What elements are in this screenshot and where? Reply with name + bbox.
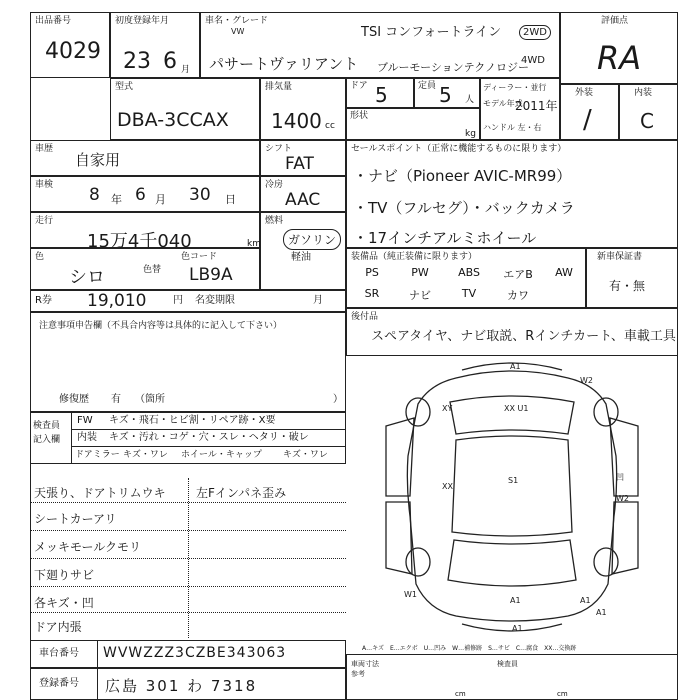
windshield (450, 396, 574, 434)
check-table (30, 412, 346, 464)
chassis-label: 車台番号 (39, 648, 79, 659)
notes-line (30, 586, 346, 587)
mark-front-right: W2 (580, 376, 593, 385)
color-cell (30, 248, 260, 290)
name-change-month: 月 (313, 295, 323, 306)
capacity: 5 (439, 83, 452, 107)
wheel-rear-left (406, 548, 430, 576)
usage-label: 車歴 (35, 144, 54, 154)
repair-history-place: （箇所 (135, 394, 165, 405)
mileage-label: 走行 (35, 216, 54, 226)
repair-history-close: ） (333, 394, 343, 405)
drive-2wd: 2WD (519, 25, 551, 40)
capacity-unit: 人 (465, 95, 475, 105)
capacity-cell (414, 78, 480, 108)
dealer-cell (480, 78, 560, 140)
mark-right-rear-panel: A1 (596, 608, 607, 617)
displacement-cell (260, 78, 346, 140)
doors: 5 (375, 83, 388, 107)
size-label-2: 参考 (351, 670, 365, 678)
size-label-1: 車両寸法 (351, 660, 379, 668)
first-registration-cell (110, 12, 200, 78)
check-interior-key: 内装 (77, 432, 97, 443)
plate-divider (97, 669, 98, 699)
check-fw-key: FW (77, 415, 93, 426)
equip-aw: AW (555, 266, 573, 279)
plate-row (30, 668, 346, 700)
lot-number-cell (30, 12, 110, 78)
displacement-unit: cc (325, 121, 335, 131)
equip-airbag: エアB (503, 268, 533, 281)
check-row-line (71, 446, 345, 447)
sales-points-box (346, 140, 678, 248)
inspection-cell (30, 176, 260, 212)
score-value: RA (597, 39, 642, 77)
afterfit-text: スペアタイヤ、ナビ取説、Rインチカート、車載工具 (371, 329, 676, 344)
wheel-front-right (594, 398, 618, 426)
afterfit-title: 後付品 (351, 312, 379, 322)
equip-tv: TV (461, 287, 477, 300)
notes-line (30, 558, 346, 559)
color-change-label: 色替 (143, 265, 162, 275)
color-code: LB9A (189, 265, 233, 285)
check-mirror-val: キズ・ワレ (123, 450, 168, 460)
model-code-label: 型式 (115, 82, 134, 92)
usage: 自家用 (75, 151, 121, 169)
afterfit-box (346, 308, 678, 356)
left-front-door (386, 418, 414, 496)
mileage-cell (30, 212, 261, 252)
model-grade-cell (200, 12, 560, 78)
recycle-amount: 19,010 (87, 291, 147, 311)
shift: FAT (285, 154, 314, 174)
repair-history-value: 有 (111, 394, 121, 405)
check-mirror-key: ドアミラー (75, 450, 120, 460)
right-rear-door (612, 502, 638, 574)
mark-right-door-2: W2 (616, 494, 629, 503)
inspector-label: 検査員 (497, 660, 518, 668)
mark-right-door: 凹 (616, 473, 624, 482)
equip-sr: SR (364, 287, 380, 300)
mileage: 15万4千040 (87, 231, 192, 252)
inspector-note-right: 左Fインパネ歪み (196, 486, 287, 500)
displacement-label: 排気量 (265, 82, 293, 92)
shift-cell (260, 140, 346, 176)
notes-line (30, 530, 346, 531)
model-year: 2011年 (515, 99, 558, 113)
dealer-label: ディーラー・並行 (483, 83, 547, 92)
damage-legend: A…キズ E…エクボ U…凹み W…補修跡 S…サビ C…腐食 XX…交換跡 (362, 645, 577, 652)
equip-leather: カワ (507, 289, 529, 302)
left-rear-door (386, 502, 412, 574)
inspection-month-unit: 月 (155, 193, 166, 206)
check-wheel-key: ホイール・キャップ (181, 450, 262, 460)
wheel-rear-right (594, 548, 618, 576)
check-title-line1: 検査員 (33, 421, 61, 431)
chassis-row (30, 640, 346, 668)
equipment-title: 装備品（純正装備に限ります） (351, 252, 478, 262)
inspector-note-1: 天張り、ドアトリムウキ (34, 486, 166, 500)
color-label: 色 (35, 252, 45, 262)
mark-roof-left: XX (442, 482, 453, 491)
shift-label: シフト (265, 144, 293, 154)
new-warranty-label: 新車保証書 (597, 252, 643, 262)
size-box (346, 654, 678, 700)
roof (452, 436, 572, 536)
mark-rear-left: W1 (404, 590, 417, 599)
wheel-front-left (406, 398, 430, 426)
repair-history-label: 修復歴 (59, 394, 89, 405)
inspection-label: 車検 (35, 180, 54, 190)
inspector-note-2: シートカーアリ (34, 512, 117, 526)
ext-score: / (583, 105, 592, 135)
fuel-label: 燃料 (265, 216, 284, 226)
chassis-number: WVWZZZ3CZBE343063 (103, 645, 287, 661)
int-score-label: 内装 (634, 88, 653, 98)
inspector-note-4: 下廻りサビ (34, 568, 95, 582)
right-front-door (610, 418, 638, 496)
doors-label: ドア (350, 81, 368, 91)
model-code: DBA-3CCAX (117, 109, 229, 131)
model-grade-label: 車名・グレード (205, 16, 269, 26)
plate-label: 登録番号 (39, 678, 79, 689)
ext-score-cell (560, 84, 619, 140)
mark-roof: S1 (508, 476, 519, 485)
mileage-unit: km (247, 239, 261, 249)
aircon-label: 冷房 (265, 180, 284, 190)
drive-4wd: 4WD (521, 55, 545, 66)
equip-abs: ABS (458, 266, 480, 279)
notes-line (30, 612, 346, 613)
mark-rear: A1 (510, 596, 521, 605)
cm-unit-1: cm (455, 690, 466, 698)
color-code-label: 色コード (181, 252, 218, 262)
equip-pw: PW (411, 266, 429, 279)
inspector-note-6: ドア内張 (34, 620, 82, 634)
chassis-divider (97, 641, 98, 667)
mark-rear-bumper: A1 (512, 624, 523, 633)
sales-point-2: ・TV（フルセグ）・バックカメラ (353, 199, 575, 217)
displacement: 1400 (271, 109, 322, 133)
inspection-day-unit: 日 (225, 193, 236, 206)
color: シロ (69, 267, 105, 288)
kg-unit: kg (465, 129, 476, 139)
inspection-day: 30 (189, 185, 211, 205)
ext-score-label: 外装 (575, 88, 594, 98)
aircon-cell (260, 176, 346, 212)
lot-number-label: 出品番号 (35, 16, 72, 26)
first-registration-month-unit: 月 (181, 65, 191, 75)
first-registration-month: 6 (163, 49, 177, 74)
first-registration-label: 初度登録年月 (115, 16, 170, 26)
grade-line-1: TSI コンフォートライン (361, 25, 502, 40)
doors-cell (346, 78, 414, 108)
equip-ps: PS (365, 266, 379, 279)
new-warranty-value: 有・無 (609, 279, 646, 293)
notes-box (30, 312, 346, 412)
model-year-label: モデル年式 (483, 99, 523, 108)
usage-cell (30, 140, 260, 176)
recycle-yen: 円 (173, 295, 183, 306)
sales-points-title: セールスポイント（正常に機能するものに限ります） (351, 144, 567, 154)
plate-number: 広島 301 わ 7318 (105, 677, 258, 695)
notes-title: 注意事項申告欄（不具合内容等は具体的に記入して下さい） (39, 321, 283, 331)
mark-hood: XX U1 (504, 404, 529, 413)
check-title-line2: 記入欄 (33, 435, 61, 445)
inspection-month: 6 (135, 185, 146, 205)
fuel-cell (260, 212, 346, 290)
int-score: C (640, 109, 654, 133)
check-interior-val: キズ・汚れ・コゲ・穴・スレ・ヘタリ・破レ (109, 432, 309, 443)
aircon: AAC (285, 190, 321, 210)
inspector-note-3: メッキモールクモリ (34, 540, 142, 554)
cm-unit-2: cm (557, 690, 568, 698)
inspection-year-unit: 年 (111, 193, 122, 206)
sales-point-1: ・ナビ（Pioneer AVIC-MR99） (353, 167, 572, 185)
light-oil-label: 軽油 (291, 252, 311, 263)
equip-navi: ナビ (409, 289, 431, 302)
score-cell (560, 12, 678, 84)
new-warranty-box (586, 248, 678, 308)
recycle-row (30, 290, 346, 312)
fuel: ガソリン (283, 229, 341, 250)
sales-point-3: ・17インチアルミホイール (353, 229, 537, 247)
shape-label: 形状 (350, 111, 369, 121)
inspector-note-5: 各キズ・凹 (34, 596, 94, 610)
name-change-label: 名変期限 (195, 295, 235, 306)
model-code-cell (110, 78, 260, 140)
handle-label: ハンドル 左・右 (483, 123, 542, 132)
mark-left-fender: XY (442, 404, 453, 413)
check-wheel-val: キズ・ワレ (283, 450, 328, 460)
lot-number: 4029 (45, 39, 101, 64)
check-divider (71, 413, 72, 463)
car-name: パサートヴァリアント (209, 55, 359, 73)
capacity-label: 定員 (418, 81, 437, 91)
maker-mark: VW (231, 27, 245, 36)
mark-front-bumper: A1 (510, 362, 521, 371)
mark-rear-right: A1 (580, 596, 591, 605)
check-fw-val: キズ・飛石・ヒビ割・リペア跡・X要 (109, 415, 276, 426)
int-score-cell (619, 84, 678, 140)
score-label: 評価点 (601, 16, 629, 26)
grade-line-2: ブルーモーションテクノロジー (377, 61, 530, 74)
recycle-label: R券 (35, 295, 52, 306)
first-registration-year: 23 (123, 49, 151, 74)
check-row-line (71, 429, 345, 430)
rear-glass (448, 540, 576, 586)
inspection-year: 8 (89, 185, 100, 205)
notes-line (30, 502, 346, 503)
shape-cell (346, 108, 480, 140)
